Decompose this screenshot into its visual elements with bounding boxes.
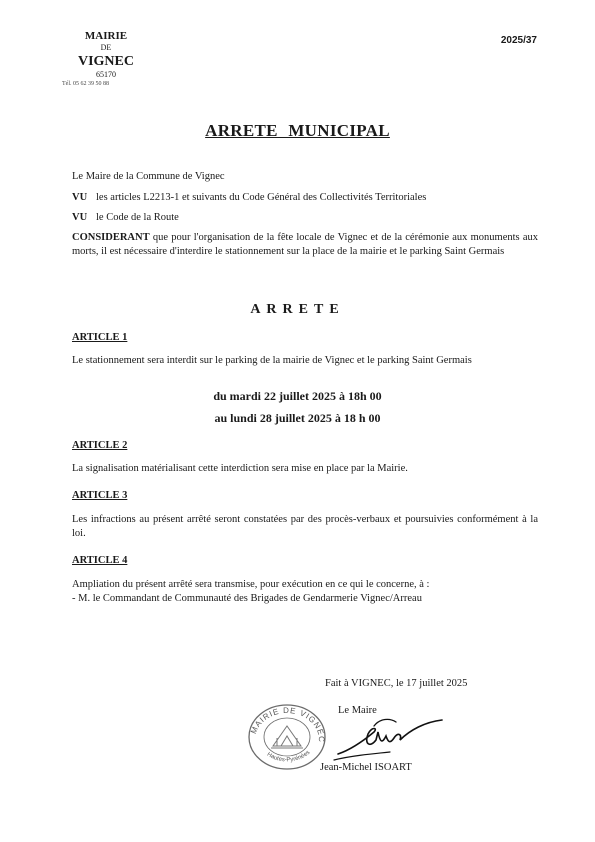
svg-text:Hautes-Pyrénées: Hautes-Pyrénées bbox=[265, 749, 312, 764]
article-3-text: Les infractions au présent arrêté seront constatées par des procès-verbaux et poursuivies conformément à la loi. bbox=[72, 514, 538, 539]
document-title: ARRETE MUNICIPAL bbox=[205, 121, 390, 140]
mairie-de-label: DE bbox=[100, 43, 112, 52]
arrete-reference: 2025/37 bbox=[500, 35, 537, 46]
vu-text-1: les articles L2213-1 et suivants du Code Général des Collectivités Territoriales bbox=[96, 192, 427, 203]
phone-number: Tél. 05 62 39 50 88 bbox=[62, 81, 109, 87]
article-3-title: ARTICLE 3 bbox=[72, 490, 128, 501]
article-1-title: ARTICLE 1 bbox=[72, 332, 128, 343]
signatory-name: Jean-Michel ISOART bbox=[320, 762, 412, 773]
signatory-role: Le Maire bbox=[338, 705, 377, 716]
postal-code: 65170 bbox=[96, 70, 116, 79]
vu-text-2: le Code de la Route bbox=[96, 212, 179, 223]
place-and-date: Fait à VIGNEC, le 17 juillet 2025 bbox=[325, 678, 468, 689]
considerant-paragraph bbox=[72, 231, 538, 259]
arrete-heading: ARRETE bbox=[250, 302, 345, 317]
mairie-label: MAIRIE bbox=[84, 30, 128, 42]
vu-line-2 bbox=[72, 211, 538, 225]
mairie-stamp-seal bbox=[245, 702, 329, 772]
mairie-header bbox=[62, 30, 150, 88]
article-4-line-2: - M. le Commandant de Communauté des Brigades de Gendarmerie Vignec/Arreau bbox=[72, 593, 422, 604]
date-to: au lundi 28 juillet 2025 à 18 h 00 bbox=[214, 411, 381, 425]
commune-name: VIGNEC bbox=[77, 54, 134, 69]
considerant-key: CONSIDERANT bbox=[72, 232, 150, 243]
article-4-line-1: Ampliation du présent arrêté sera transmise, pour exécution en ce qui le concerne, à : bbox=[72, 579, 430, 590]
preamble-intro: Le Maire de la Commune de Vignec bbox=[72, 171, 225, 182]
mayor-signature bbox=[330, 712, 460, 767]
article-2-text: La signalisation matérialisant cette interdiction sera mise en place par la Mairie. bbox=[72, 463, 408, 474]
vu-line-1 bbox=[72, 191, 538, 205]
vu-key-2: VU bbox=[72, 212, 88, 223]
considerant-text: que pour l'organisation de la fête locale de Vignec et de la cérémonie aux monuments aux morts, il est nécessaire d'interdire le stationnement sur la place de la mairie et le parking Saint Germais bbox=[72, 232, 538, 257]
article-4-title: ARTICLE 4 bbox=[72, 555, 128, 566]
article-2-title: ARTICLE 2 bbox=[72, 440, 128, 451]
svg-text:MAIRIE DE VIGNEC: MAIRIE DE VIGNEC bbox=[248, 705, 327, 743]
vu-key-1: VU bbox=[72, 192, 88, 203]
date-from: du mardi 22 juillet 2025 à 18h 00 bbox=[213, 389, 382, 403]
article-1-text: Le stationnement sera interdit sur le parking de la mairie de Vignec et le parking Saint Germais bbox=[72, 355, 472, 366]
